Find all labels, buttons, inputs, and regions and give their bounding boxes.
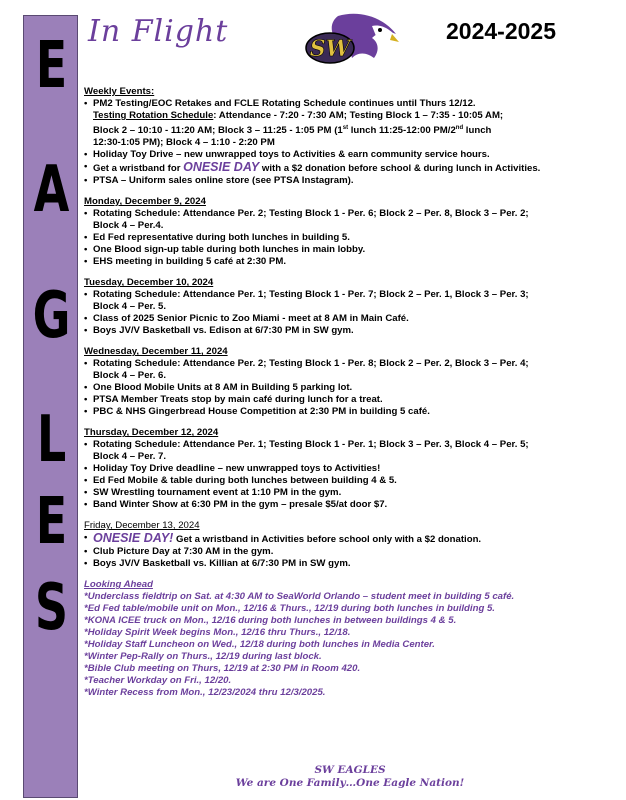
looking-ahead-heading: Looking Ahead	[84, 579, 153, 591]
item-text: Band Winter Show at 6:30 PM in the gym – presale $5/at door $7.	[93, 499, 388, 511]
list-item	[84, 382, 614, 394]
item-text: Boys JV/V Basketball vs. Edison at 6/7:30 PM in SW gym.	[93, 325, 354, 337]
item-text: Ed Fed Mobile & table during both lunches between building 4 & 5.	[93, 475, 397, 487]
list-item	[84, 394, 614, 406]
trs-line2b: lunch 11:25-12:00 PM/2	[348, 125, 456, 137]
trs-line2a: Block 2 – 10:10 - 11:20 AM; Block 3 – 11:25 - 1:05 PM (1	[93, 125, 343, 137]
weekly-item-text: Holiday Toy Drive – new unwrapped toys to Activities & earn community service hours.	[93, 149, 490, 161]
item-text: Block 4 – Per. 7.	[93, 451, 167, 463]
weekly-item-text: PM2 Testing/EOC Retakes and FCLE Rotating Schedule continues until Thurs 12/12.	[93, 98, 476, 109]
sidebar-letter-g: G	[32, 279, 71, 353]
list-item: *Teacher Workday on Fri., 12/20.	[84, 675, 232, 687]
monday-heading: Monday, December 9, 2024	[84, 196, 206, 208]
school-year: 2024-2025	[446, 18, 556, 44]
footer	[90, 764, 610, 790]
list-item	[84, 161, 614, 175]
list-item: *Winter Recess from Mon., 12/23/2024 thru 12/3/2025.	[84, 687, 326, 699]
sidebar-letter-l: L	[36, 403, 67, 477]
list-item: *Holiday Spirit Week begins Mon., 12/16 thru Thurs., 12/18.	[84, 627, 351, 639]
item-text: Block 4 – Per. 5.	[93, 301, 167, 313]
footer-line2: We are One Family…One Eagle Nation!	[235, 777, 465, 789]
trs-sup1: st	[342, 125, 349, 131]
item-text: Class of 2025 Senior Picnic to Zoo Miami - meet at 8 AM in Main Café.	[93, 313, 409, 325]
logo-text: SW	[309, 36, 351, 62]
item-text: Block 4 – Per. 6.	[93, 370, 167, 382]
item-text: PTSA Member Treats stop by main café during lunch for a treat.	[93, 394, 383, 406]
looking-ahead-section	[84, 579, 614, 699]
list-item	[84, 475, 614, 487]
testing-rotation-schedule	[93, 110, 614, 149]
trs-line3: 12:30-1:05 PM); Block 4 – 1:10 - 2:20 PM	[93, 137, 275, 149]
onesie-day-highlight: ONESIE DAY!	[93, 531, 174, 546]
list-item: *Winter Pep-Rally on Thurs., 12/19 during last block.	[84, 651, 322, 663]
list-item	[84, 463, 614, 475]
friday-section	[84, 520, 614, 570]
list-item	[84, 406, 614, 418]
item-text: Ed Fed representative during both lunches in building 5.	[93, 232, 350, 244]
tuesday-section	[84, 277, 614, 337]
list-item: *Bible Club meeting on Thurs, 12/19 at 2:30 PM in Room 420.	[84, 663, 361, 675]
item-text: SW Wrestling tournament event at 1:10 PM in the gym.	[93, 487, 342, 499]
sidebar-letter-a: A	[33, 153, 70, 227]
newsletter-title: In Flight	[88, 14, 229, 49]
item-text: Rotating Schedule: Attendance Per. 2; Testing Block 1 - Per. 8; Block 2 – Per. 2, Block 3 – Per. 4;	[93, 358, 529, 370]
item-text: Rotating Schedule: Attendance Per. 1; Testing Block 1 - Per. 1; Block 3 – Per. 3, Block 4 – Per. 5;	[93, 439, 529, 451]
weekly-item-text: Get a wristband for	[93, 163, 184, 175]
sidebar-letter-s: S	[34, 571, 69, 645]
weekly-events-heading: Weekly Events:	[84, 86, 155, 97]
item-text: PBC & NHS Gingerbread House Competition at 2:30 PM in building 5 café.	[93, 406, 430, 418]
list-item: *KONA ICEE truck on Mon., 12/16 during both lunches in between buildings 4 & 5.	[84, 615, 457, 627]
list-item: *Holiday Staff Luncheon on Wed., 12/18 during both lunches in Media Center.	[84, 639, 435, 651]
list-item	[84, 232, 614, 244]
list-item	[84, 208, 614, 232]
monday-section	[84, 196, 614, 268]
list-item: *Ed Fed table/mobile unit on Mon., 12/16 & Thurs., 12/19 during both lunches in building 5.	[84, 603, 495, 615]
item-text: Rotating Schedule: Attendance Per. 2; Testing Block 1 - Per. 6; Block 2 – Per. 8, Block 3 – Per. 2;	[93, 208, 529, 220]
weekly-item-text: with a $2 donation before school & during lunch in Activities.	[259, 163, 541, 175]
sidebar-letter-e2: E	[35, 485, 68, 559]
list-item	[84, 499, 614, 511]
newsletter-content	[84, 86, 614, 699]
list-item	[84, 313, 614, 325]
thursday-section	[84, 427, 614, 511]
list-item	[84, 175, 614, 187]
list-item: *Underclass fieldtrip on Sat. at 4:30 AM to SeaWorld Orlando – student meet in building 5 café.	[84, 591, 515, 603]
eagles-sidebar	[23, 15, 78, 798]
wednesday-heading: Wednesday, December 11, 2024	[84, 346, 228, 358]
item-text: Rotating Schedule: Attendance Per. 1; Testing Block 1 - Per. 7; Block 2 – Per. 1, Block 3 – Per. 3;	[93, 289, 529, 301]
trs-line2c: lunch	[463, 125, 492, 137]
weekly-item-text: PTSA – Uniform sales online store (see PTSA Instagram).	[93, 175, 354, 187]
list-item	[84, 358, 614, 382]
item-text: One Blood sign-up table during both lunches in main lobby.	[93, 244, 366, 256]
item-text: Boys JV/V Basketball vs. Killian at 6/7:30 PM in SW gym.	[93, 558, 351, 570]
tuesday-heading: Tuesday, December 10, 2024	[84, 277, 214, 289]
item-text: Club Picture Day at 7:30 AM in the gym.	[93, 546, 274, 558]
list-item	[84, 558, 614, 570]
list-item	[84, 98, 614, 149]
list-item	[84, 244, 614, 256]
footer-line1: SW EAGLES	[314, 764, 386, 776]
onesie-day-highlight: ONESIE DAY	[183, 160, 260, 175]
list-item	[84, 487, 614, 499]
weekly-events-section	[84, 86, 614, 187]
trs-label: Testing Rotation Schedule	[93, 110, 214, 121]
friday-heading: Friday, December 13, 2024	[84, 520, 200, 532]
item-text: Holiday Toy Drive deadline – new unwrapped toys to Activities!	[93, 463, 381, 475]
list-item	[84, 256, 614, 268]
item-text: Block 4 – Per.4.	[93, 220, 164, 232]
item-text: One Blood Mobile Units at 8 AM in Building 5 parking lot.	[93, 382, 353, 394]
list-item	[84, 325, 614, 337]
item-text: Get a wristband in Activities before school only with a $2 donation.	[173, 534, 482, 546]
list-item	[84, 149, 614, 161]
sidebar-letter-e1: E	[35, 29, 68, 103]
trs-sup2: nd	[455, 125, 464, 131]
list-item	[84, 439, 614, 463]
wednesday-section	[84, 346, 614, 418]
eagle-logo-icon	[300, 12, 400, 68]
list-item	[84, 532, 614, 546]
item-text: EHS meeting in building 5 café at 2:30 PM.	[93, 256, 286, 268]
trs-line1: : Attendance - 7:20 - 7:30 AM; Testing Block 1 – 7:35 - 10:05 AM;	[213, 110, 504, 121]
list-item	[84, 289, 614, 313]
thursday-heading: Thursday, December 12, 2024	[84, 427, 219, 439]
list-item	[84, 546, 614, 558]
